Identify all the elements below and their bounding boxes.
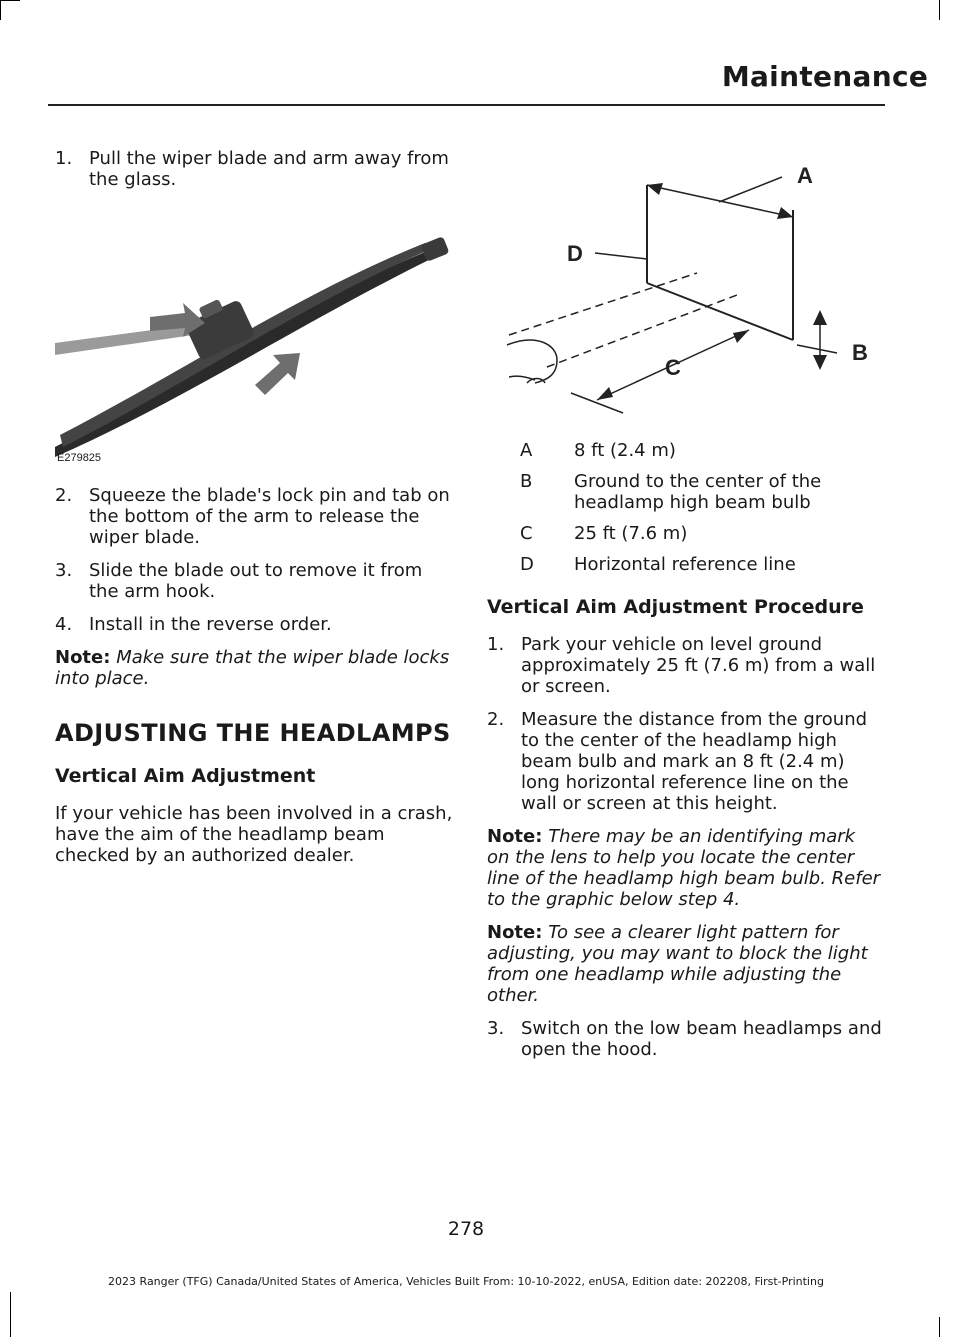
left-column-lower (55, 485, 455, 866)
header-divider (48, 104, 885, 106)
arrow-icon (647, 183, 663, 195)
legend-row (487, 440, 883, 461)
arrow-icon (813, 310, 827, 325)
beam-line (509, 273, 697, 335)
legend-value: Horizontal reference line (574, 554, 796, 575)
page-number: 278 (447, 1218, 485, 1240)
leader-line (719, 177, 782, 202)
subsection-title: Vertical Aim Adjustment (55, 765, 316, 787)
callout-a: A (797, 163, 813, 188)
step-number: 3. (487, 1018, 505, 1039)
step-number: 2. (487, 709, 505, 730)
crop-mark (10, 1292, 11, 1337)
crop-mark (0, 0, 1, 20)
arrow-icon (733, 330, 749, 343)
note (487, 922, 883, 1006)
callout-c: C (665, 355, 681, 380)
left-column (55, 148, 455, 202)
wall-bottom-edge (647, 283, 793, 340)
crop-mark (0, 0, 20, 1)
crop-mark (939, 0, 940, 20)
note-label: Note: (487, 826, 543, 847)
step-number: 3. (55, 560, 73, 581)
step-text: Squeeze the blade's lock pin and tab on the bottom of the arm to release the wiper blade. (89, 485, 450, 548)
headlamp-aim-figure (487, 155, 887, 425)
legend-key: C (520, 523, 533, 544)
step-text: Pull the wiper blade and arm away from the glass. (89, 148, 449, 190)
step-number: 1. (487, 634, 505, 655)
page-footer: 2023 Ranger (TFG) Canada/United States of America, Vehicles Built From: 10-10-2022, enUSA, Edition date: 202208, First-Printing (108, 1275, 824, 1288)
arrow-icon (597, 387, 613, 400)
procedure-step-1 (487, 634, 883, 697)
step-3 (55, 560, 455, 602)
note-label: Note: (487, 922, 543, 943)
arrow-icon (777, 207, 793, 219)
step-text: Measure the distance from the ground to the center of the headlamp high beam bulb and mark an 8 ft (2.4 m) long horizontal reference line on the wall or screen at this height. (521, 709, 868, 814)
legend-row (487, 554, 883, 575)
step-text: Switch on the low beam headlamps and open the hood. (521, 1018, 882, 1060)
dimension-b-tick (797, 345, 837, 353)
legend-key: B (520, 471, 533, 492)
procedure-step-2 (487, 709, 883, 814)
note-label: Note: (55, 647, 111, 668)
dimension-c-tick (571, 393, 623, 413)
body-paragraph: If your vehicle has been involved in a crash, have the aim of the headlamp beam checked by an authorized dealer. (55, 803, 453, 866)
note-text: There may be an identifying mark on the lens to help you locate the center line of the headlamp high beam bulb. Refer to the graphic below step 4. (487, 826, 881, 910)
step-1 (55, 148, 455, 190)
legend-key: A (520, 440, 533, 461)
step-number: 2. (55, 485, 73, 506)
page-title: Maintenance (721, 60, 929, 93)
step-text: Slide the blade out to remove it from the arm hook. (89, 560, 423, 602)
step-text: Install in the reverse order. (89, 614, 332, 635)
leader-line (595, 253, 647, 259)
step-number: 4. (55, 614, 73, 635)
procedure-step-3 (487, 1018, 883, 1060)
wiper-blade-figure (55, 195, 455, 465)
section-title: ADJUSTING THE HEADLAMPS (55, 719, 451, 747)
arrow-icon (813, 355, 827, 370)
step-2 (55, 485, 455, 548)
right-column (487, 440, 883, 1072)
beam-line (547, 295, 737, 367)
step-text: Park your vehicle on level ground approximately 25 ft (7.6 m) from a wall or screen. (521, 634, 876, 697)
note (55, 647, 455, 689)
vehicle-outline (509, 376, 535, 380)
legend-value: 25 ft (7.6 m) (574, 523, 688, 544)
step-4 (55, 614, 455, 635)
legend-row (487, 523, 883, 544)
note-text: Make sure that the wiper blade locks into place. (55, 647, 450, 689)
figure-code: E279825 (57, 452, 102, 464)
crop-mark (939, 1317, 940, 1337)
callout-b: B (852, 340, 868, 365)
note (487, 826, 883, 910)
step-number: 1. (55, 148, 73, 169)
legend-row (487, 471, 883, 513)
legend-key: D (520, 554, 534, 575)
figure-legend (487, 440, 883, 575)
callout-d: D (567, 241, 583, 266)
note-text: To see a clearer light pattern for adjusting, you may want to block the light from one headlamp while adjusting the other. (487, 922, 868, 1006)
procedure-title: Vertical Aim Adjustment Procedure (487, 596, 864, 618)
legend-value: 8 ft (2.4 m) (574, 440, 676, 461)
legend-value: Ground to the center of the headlamp high beam bulb (574, 471, 822, 513)
